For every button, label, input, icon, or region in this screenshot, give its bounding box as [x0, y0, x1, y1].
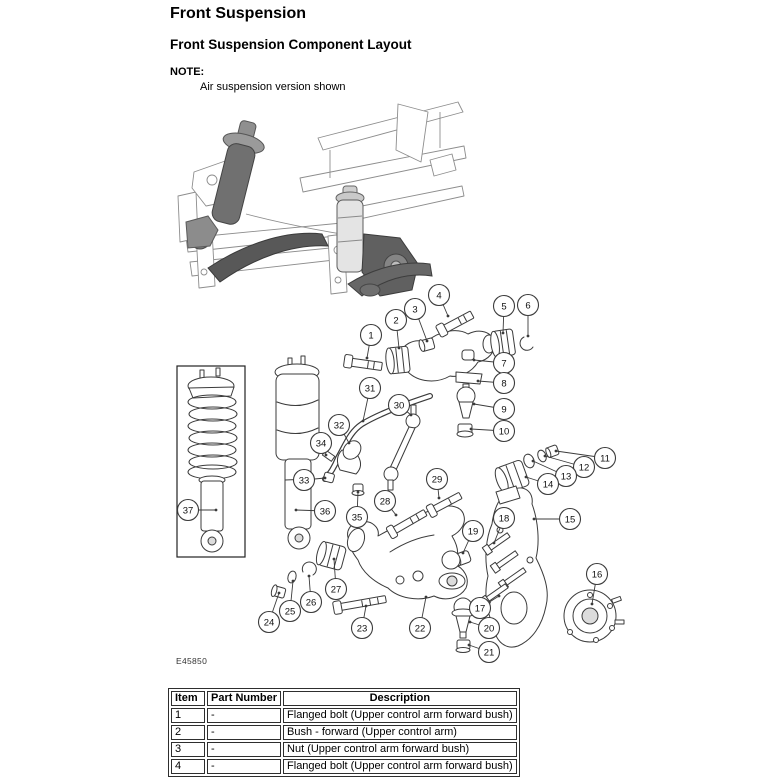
callout-25 [280, 580, 301, 622]
svg-text:6: 6 [525, 300, 531, 312]
stabilizer-link [384, 405, 420, 490]
callout-5 [494, 296, 515, 335]
table-row [171, 708, 517, 723]
svg-text:1: 1 [368, 330, 374, 342]
table-cell: 1 [171, 708, 205, 723]
svg-text:33: 33 [298, 475, 310, 487]
svg-text:29: 29 [431, 474, 443, 486]
table-cell: - [207, 759, 281, 774]
svg-text:32: 32 [333, 420, 345, 432]
table-cell: 4 [171, 759, 205, 774]
callout-4 [429, 285, 450, 318]
parts-table [168, 688, 520, 777]
callout-14 [525, 474, 559, 495]
coil-spring-strut-boxed [177, 366, 245, 557]
figure-reference-label: E45850 [176, 656, 208, 666]
svg-text:20: 20 [483, 623, 495, 635]
upper-arm-forward-bush [385, 346, 411, 374]
table-cell: Nut (Upper control arm forward bush) [283, 742, 517, 757]
air-spring-strut [275, 356, 319, 549]
callout-2 [386, 310, 407, 350]
svg-text:25: 25 [284, 606, 296, 618]
svg-text:14: 14 [542, 479, 554, 491]
svg-text:17: 17 [474, 603, 486, 615]
callout-1 [361, 325, 382, 360]
table-cell: Flanged bolt (Upper control arm forward bush) [283, 708, 517, 723]
table-cell: - [207, 725, 281, 740]
table-cell: Bush - forward (Upper control arm) [283, 725, 517, 740]
svg-text:10: 10 [498, 426, 510, 438]
callout-9 [473, 399, 515, 420]
svg-text:5: 5 [501, 301, 507, 313]
svg-text:26: 26 [305, 597, 317, 609]
stabilizer-bushing-clamp [337, 437, 364, 474]
page-title: Front Suspension [170, 5, 306, 22]
svg-text:7: 7 [501, 358, 507, 370]
callout-29 [427, 469, 448, 500]
svg-text:23: 23 [356, 623, 368, 635]
frame-overview-illustration [178, 102, 466, 296]
svg-text:27: 27 [330, 584, 342, 596]
callout-20 [469, 618, 500, 639]
callout-26 [301, 575, 322, 613]
callout-22 [410, 596, 431, 639]
svg-text:28: 28 [379, 496, 391, 508]
svg-text:22: 22 [414, 623, 426, 635]
svg-text:15: 15 [564, 514, 576, 526]
svg-text:4: 4 [436, 290, 442, 302]
wheel-hub-assembly [564, 590, 624, 643]
callout-19 [462, 521, 484, 555]
callout-23 [352, 605, 373, 639]
table-row [171, 725, 517, 740]
note-label: NOTE: [170, 66, 205, 78]
svg-text:34: 34 [315, 438, 327, 450]
callout-35 [347, 491, 368, 528]
callout-6 [518, 295, 539, 338]
retaining-clip [520, 337, 533, 350]
upper-ball-joint [457, 384, 475, 418]
svg-text:11: 11 [600, 453, 610, 465]
table-cell: - [207, 708, 281, 723]
callout-8 [477, 373, 515, 394]
callout-32 [329, 415, 351, 445]
svg-text:21: 21 [483, 647, 495, 659]
table-cell: 3 [171, 742, 205, 757]
callout-21 [468, 642, 500, 663]
section-title: Front Suspension Component Layout [170, 37, 412, 52]
header-item: Item [171, 691, 205, 706]
svg-text:37: 37 [182, 505, 194, 517]
svg-text:12: 12 [578, 462, 590, 474]
parts-table-body [171, 708, 517, 774]
svg-text:13: 13 [560, 471, 572, 483]
svg-text:30: 30 [393, 400, 405, 412]
snap-ring [302, 562, 316, 575]
svg-text:18: 18 [498, 513, 510, 525]
note-text: Air suspension version shown [200, 81, 346, 93]
svg-text:24: 24 [263, 617, 275, 629]
callout-10 [470, 421, 515, 442]
table-row [171, 759, 517, 774]
svg-text:19: 19 [467, 526, 479, 538]
svg-text:36: 36 [319, 506, 331, 518]
svg-text:35: 35 [351, 512, 363, 524]
svg-text:31: 31 [364, 383, 376, 395]
callout-15 [533, 509, 581, 530]
callout-30 [389, 395, 413, 417]
callout-33 [294, 470, 327, 491]
svg-text:2: 2 [393, 315, 399, 327]
lower-arm-forward-bush [314, 541, 346, 571]
callout-24 [259, 592, 281, 633]
svg-text:3: 3 [412, 304, 418, 316]
table-header-row [171, 691, 517, 706]
lower-ball-joint-nut [456, 640, 470, 653]
table-cell: - [207, 742, 281, 757]
svg-text:8: 8 [501, 378, 507, 390]
svg-text:16: 16 [591, 569, 603, 581]
upper-arm-forward-bolt [343, 354, 382, 372]
header-description: Description [283, 691, 517, 706]
callout-3 [405, 299, 429, 343]
svg-text:9: 9 [501, 404, 507, 416]
header-part-number: Part Number [207, 691, 281, 706]
table-cell: 2 [171, 725, 205, 740]
callout-28 [375, 491, 398, 517]
table-row [171, 742, 517, 757]
table-cell: Flanged bolt (Upper control arm forward bush) [283, 759, 517, 774]
parts-table-head [171, 691, 517, 706]
upper-ball-joint-nut [457, 424, 473, 437]
